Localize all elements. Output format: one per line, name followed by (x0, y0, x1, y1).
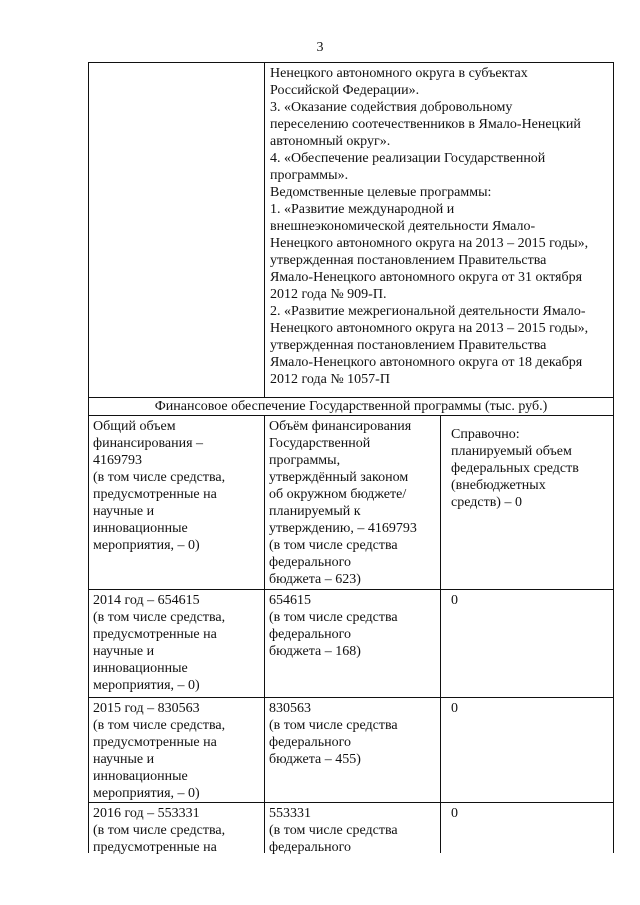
cell-line: инновационные (93, 661, 188, 676)
cell-line: федеральных средств (451, 461, 579, 476)
cell-line: федерального (269, 555, 352, 570)
programs-line: программы». (270, 168, 349, 183)
cell-line: Объём финансирования (269, 419, 412, 434)
programs-line: Ямало-Ненецкого автономного округа от 31 октября (270, 270, 583, 285)
cell-line: (в том числе средства (269, 823, 398, 838)
cell-line: (в том числе средства (269, 538, 398, 553)
finance-reference-cell (451, 426, 609, 511)
upper-column-divider (264, 62, 265, 397)
cell-line: 553331 (269, 806, 311, 821)
programs-line: переселению соотечественников в Ямало-Ненецкий (270, 117, 581, 132)
programs-list-cell (270, 65, 610, 388)
finance-year-2014-cell (93, 592, 261, 694)
cell-line: федерального (269, 840, 352, 855)
cell-line: бюджета – 623) (269, 572, 361, 587)
finance-column-divider-1 (264, 415, 265, 853)
page-number: 3 (316, 40, 324, 55)
cell-line: финансирования – (93, 436, 204, 451)
row-divider-1 (88, 589, 614, 590)
finance-year-2015-budget-cell (269, 700, 437, 768)
programs-line: Ведомственные целевые программы: (270, 185, 492, 200)
finance-header-bottom-line (88, 415, 614, 416)
cell-line: программы, (269, 453, 341, 468)
finance-year-2014-budget-cell (269, 592, 437, 660)
cell-line: научные и (93, 644, 155, 659)
cell-line: инновационные (93, 769, 188, 784)
cell-line: 2014 год – 654615 (93, 593, 200, 608)
cell-line: предусмотренные на (93, 627, 217, 642)
programs-line: 1. «Развитие международной и (270, 202, 455, 217)
cell-line: средств) – 0 (451, 495, 522, 510)
cell-line: планируемый объем (451, 444, 572, 459)
programs-line: Ямало-Ненецкого автономного округа от 18 декабря (270, 355, 583, 370)
programs-line: 2012 года № 909-П. (270, 287, 387, 302)
cell-line: предусмотренные на (93, 735, 217, 750)
cell-line: 830563 (269, 701, 311, 716)
cell-line: 654615 (269, 593, 311, 608)
row-divider-2 (88, 697, 614, 698)
finance-year-2014-extra-cell (451, 592, 609, 609)
cell-line: Общий объем (93, 419, 176, 434)
cell-line: Справочно: (451, 427, 520, 442)
cell-line: 0 (451, 806, 458, 821)
cell-line: научные и (93, 504, 155, 519)
row-divider-3 (88, 802, 614, 803)
cell-line: предусмотренные на (93, 840, 217, 855)
table-border-top (88, 62, 614, 63)
cell-line: мероприятия, – 0) (93, 538, 200, 553)
programs-line: Ненецкого автономного округа в субъектах (270, 66, 528, 81)
cell-line: мероприятия, – 0) (93, 678, 200, 693)
cell-line: 2015 год – 830563 (93, 701, 200, 716)
cell-line: Государственной (269, 436, 371, 451)
programs-line: утвержденная постановлением Правительства (270, 253, 547, 268)
table-border-right (613, 62, 614, 853)
cell-line: научные и (93, 752, 155, 767)
cell-line: планируемый к (269, 504, 361, 519)
cell-line: (в том числе средства (269, 718, 398, 733)
programs-line: 2. «Развитие межрегиональной деятельности Ямало- (270, 304, 586, 319)
programs-line: Ненецкого автономного округа на 2013 – 2015 годы», (270, 321, 589, 336)
finance-year-2016-extra-cell (451, 805, 609, 822)
cell-line: (в том числе средства (269, 610, 398, 625)
finance-total-cell (93, 418, 261, 554)
cell-line: мероприятия, – 0) (93, 786, 200, 801)
cell-line: об окружном бюджете/ (269, 487, 407, 502)
programs-line: утвержденная постановлением Правительства (270, 338, 547, 353)
finance-section-header: Финансовое обеспечение Государственной программы (тыс. руб.) (154, 399, 548, 414)
programs-line: 3. «Оказание содействия добровольному (270, 100, 513, 115)
cell-line: (в том числе средства, (93, 470, 226, 485)
cell-line: утверждению, – 4169793 (269, 521, 417, 536)
cell-line: 4169793 (93, 453, 142, 468)
finance-year-2015-extra-cell (451, 700, 609, 717)
cell-line: федерального (269, 735, 352, 750)
cell-line: 0 (451, 593, 458, 608)
cell-line: предусмотренные на (93, 487, 217, 502)
cell-line: (в том числе средства, (93, 718, 226, 733)
programs-line: 2012 года № 1057-П (270, 372, 390, 387)
finance-year-2016-cell (93, 805, 261, 856)
programs-line: Российской Федерации». (270, 83, 420, 98)
programs-line: автономный округ». (270, 134, 391, 149)
cell-line: бюджета – 455) (269, 752, 361, 767)
finance-year-2016-budget-cell (269, 805, 437, 856)
cell-line: 0 (451, 701, 458, 716)
programs-line: Ненецкого автономного округа на 2013 – 2015 годы», (270, 236, 589, 251)
cell-line: (в том числе средства, (93, 610, 226, 625)
cell-line: утверждённый законом (269, 470, 409, 485)
table-border-left (88, 62, 89, 853)
program-passport-table (88, 62, 614, 853)
finance-year-2015-cell (93, 700, 261, 802)
cell-line: (внебюджетных (451, 478, 546, 493)
finance-program-volume-cell (269, 418, 437, 588)
cell-line: инновационные (93, 521, 188, 536)
cell-line: 2016 год – 553331 (93, 806, 200, 821)
cell-line: федерального (269, 627, 352, 642)
finance-column-divider-2 (440, 415, 441, 853)
cell-line: (в том числе средства, (93, 823, 226, 838)
programs-line: 4. «Обеспечение реализации Государственной (270, 151, 546, 166)
programs-line: внешнеэкономической деятельности Ямало- (270, 219, 536, 234)
cell-line: бюджета – 168) (269, 644, 361, 659)
